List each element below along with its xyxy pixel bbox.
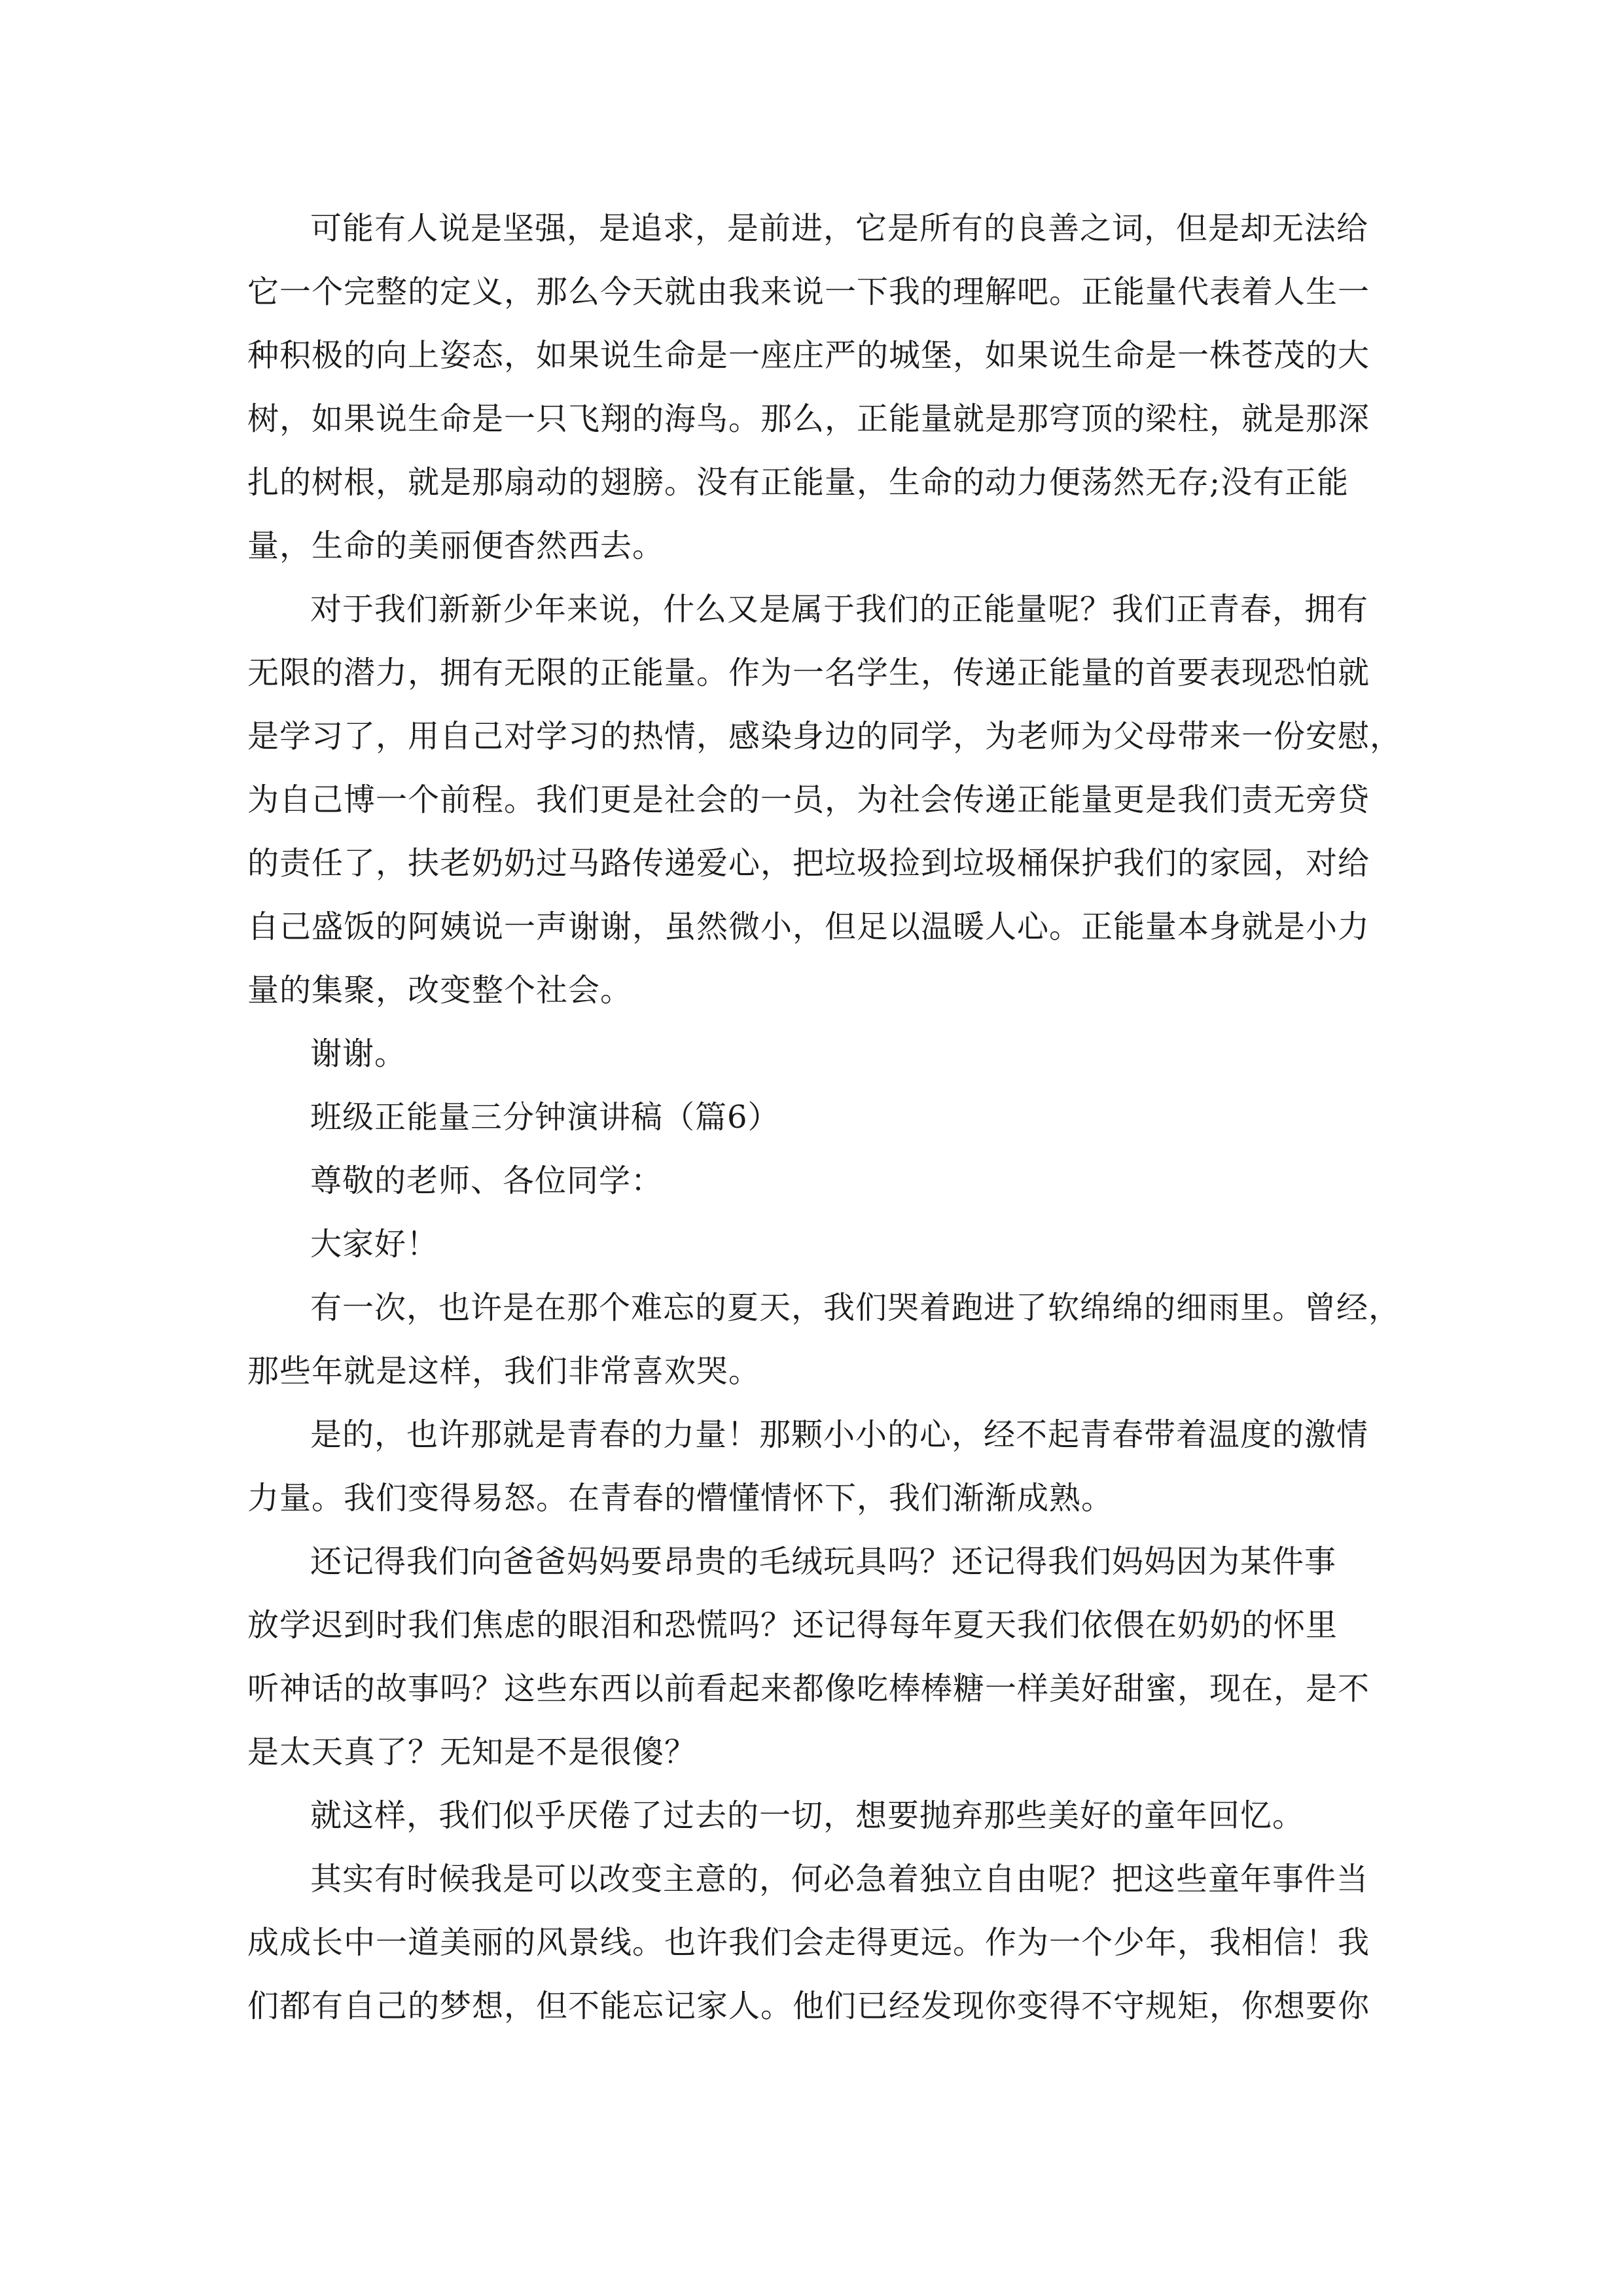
text-line: 自己盛饭的阿姨说一声谢谢，虽然微小，但足以温暖人心。正能量本身就是小力 (247, 908, 1370, 945)
text-line: 大家好！ (310, 1226, 439, 1263)
text-line: 力量。我们变得易怒。在青春的懵懂情怀下，我们渐渐成熟。 (247, 1480, 1114, 1516)
paragraph (247, 1276, 1401, 1403)
text-line: 有一次，也许是在那个难忘的夏天，我们哭着跑进了软绵绵的细雨里。曾经， (310, 1289, 1401, 1326)
text-line: 树，如果说生命是一只飞翔的海鸟。那么，正能量就是那穹顶的梁柱，就是那深 (247, 401, 1370, 437)
text-line: 尊敬的老师、各位同学： (310, 1162, 664, 1199)
text-line: 们都有自己的梦想，但不能忘记家人。他们已经发现你变得不守规矩，你想要你 (247, 1988, 1370, 2024)
text-line: 听神话的故事吗？这些东西以前看起来都像吃棒棒糖一样美好甜蜜，现在，是不 (247, 1670, 1370, 1707)
text-line: 为自己博一个前程。我们更是社会的一员，为社会传递正能量更是我们责无旁贷 (247, 781, 1370, 818)
document-body (247, 197, 1402, 2038)
text-line: 的责任了，扶老奶奶过马路传递爱心，把垃圾捡到垃圾桶保护我们的家园，对给 (247, 845, 1370, 882)
paragraph (247, 1086, 1376, 1149)
text-line: 就这样，我们似乎厌倦了过去的一切，想要抛弃那些美好的童年回忆。 (310, 1797, 1305, 1834)
text-line: 谢谢。 (310, 1035, 407, 1072)
paragraph (247, 1848, 1376, 2038)
text-line: 是学习了，用自己对学习的热情，感染身边的同学，为老师为父母带来一份安慰， (247, 718, 1402, 755)
paragraph (247, 1022, 1376, 1086)
text-line: 其实有时候我是可以改变主意的，何必急着独立自由呢？把这些童年事件当 (310, 1861, 1369, 1897)
text-line: 无限的潜力，拥有无限的正能量。作为一名学生，传递正能量的首要表现恐怕就 (247, 655, 1370, 691)
text-line: 放学迟到时我们焦虑的眼泪和恐慌吗？还记得每年夏天我们依偎在奶奶的怀里 (247, 1607, 1338, 1643)
text-line: 还记得我们向爸爸妈妈要昂贵的毛绒玩具吗？还记得我们妈妈因为某件事 (310, 1543, 1337, 1580)
text-line: 那些年就是这样，我们非常喜欢哭。 (247, 1353, 761, 1390)
text-line: 量的集聚，改变整个社会。 (247, 972, 633, 1009)
text-line: 可能有人说是坚强，是追求，是前进，它是所有的良善之词，但是却无法给 (310, 210, 1369, 247)
text-line: 成成长中一道美丽的风景线。也许我们会走得更远。作为一个少年，我相信！我 (247, 1924, 1370, 1961)
paragraph (247, 1213, 1376, 1276)
text-line: 是太天真了？无知是不是很傻？ (247, 1734, 697, 1770)
paragraph (247, 1403, 1376, 1530)
text-line: 班级正能量三分钟演讲稿（篇6） (310, 1099, 780, 1136)
paragraph (247, 578, 1402, 1022)
paragraph (247, 1149, 1376, 1213)
text-line: 它一个完整的定义，那么今天就由我来说一下我的理解吧。正能量代表着人生一 (247, 274, 1370, 310)
text-line: 种积极的向上姿态，如果说生命是一座庄严的城堡，如果说生命是一株苍茂的大 (247, 337, 1370, 374)
paragraph (247, 1784, 1376, 1848)
text-line: 扎的树根，就是那扇动的翅膀。没有正能量，生命的动力便荡然无存;没有正能 (247, 464, 1349, 501)
text-line: 对于我们新新少年来说，什么又是属于我们的正能量呢？我们正青春，拥有 (310, 591, 1369, 628)
paragraph (247, 1530, 1376, 1784)
paragraph (247, 197, 1376, 578)
text-line: 量，生命的美丽便杳然西去。 (247, 528, 665, 564)
text-line: 是的，也许那就是青春的力量！那颗小小的心，经不起青春带着温度的激情 (310, 1416, 1369, 1453)
